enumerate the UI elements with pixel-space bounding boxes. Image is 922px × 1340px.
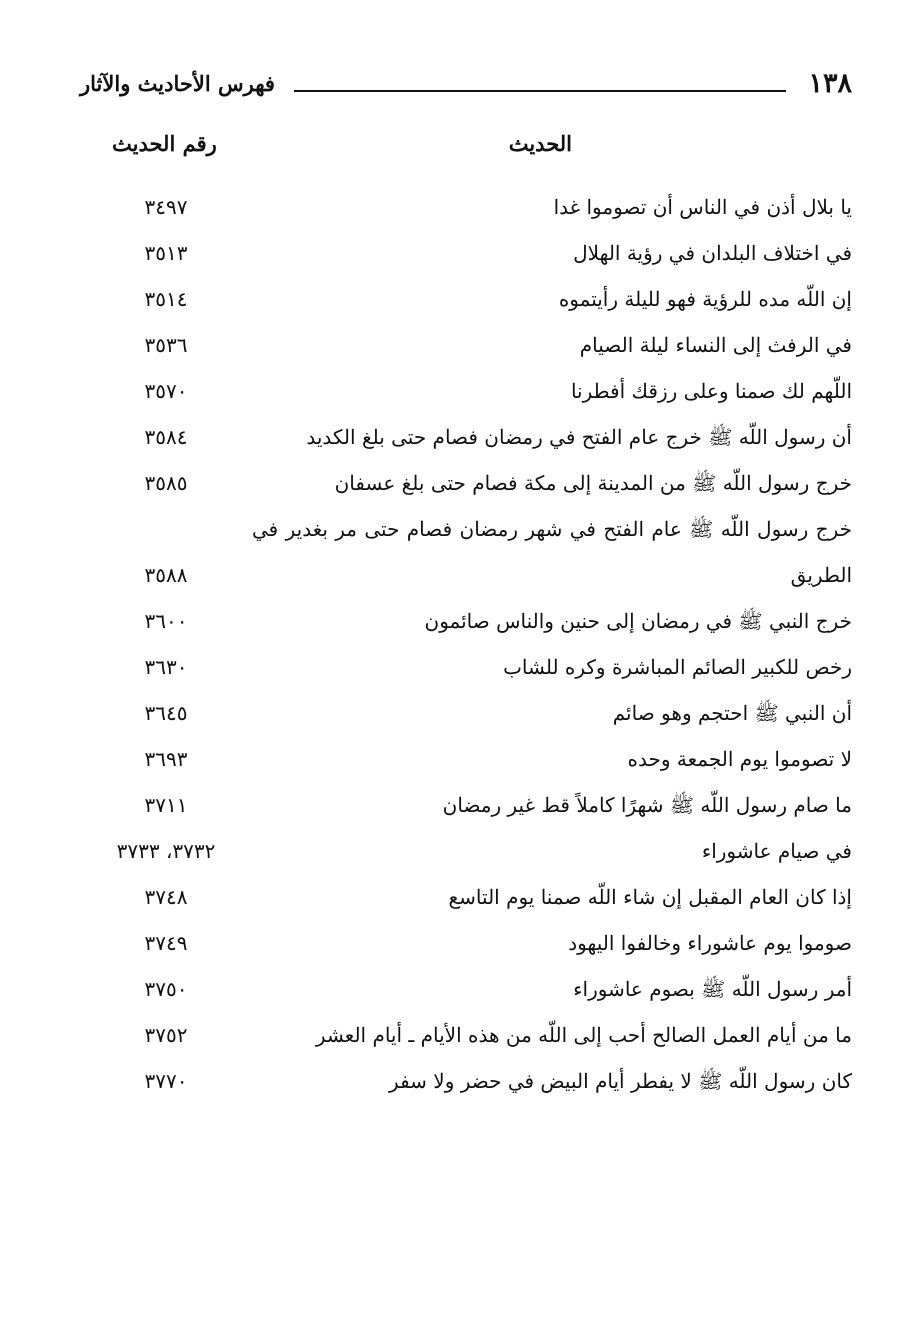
hadith-text: أن رسول اللّه ﷺ خرج عام الفتح في رمضان فصام حتى بلغ الكديد: [306, 425, 852, 449]
hadith-number: ٣٧٣٢، ٣٧٣٣: [116, 839, 216, 863]
hadith-number: ٣٧٥٢: [144, 1023, 188, 1047]
hadith-number: ٣٦٤٥: [144, 701, 188, 725]
index-row: [80, 690, 852, 736]
index-row: [80, 736, 852, 782]
hadith-number: ٣٧٤٨: [144, 885, 188, 909]
index-row: [80, 828, 852, 874]
index-row: [80, 644, 852, 690]
index-row: [80, 1058, 852, 1104]
hadith-text: ما من أيام العمل الصالح أحب إلى اللّه من هذه الأيام ـ أيام العشر: [315, 1023, 852, 1047]
hadith-number: ٣٥٧٠: [144, 379, 188, 403]
hadith-text: صوموا يوم عاشوراء وخالفوا اليهود: [568, 931, 852, 955]
hadith-text: رخص للكبير الصائم المباشرة وكره للشاب: [503, 655, 852, 679]
index-row: [80, 322, 852, 368]
hadith-number: ٣٤٩٧: [144, 195, 188, 219]
hadith-text: أن النبي ﷺ احتجم وهو صائم: [612, 701, 852, 725]
hadith-text: في صيام عاشوراء: [701, 839, 852, 863]
column-header-number: رقم الحديث: [112, 131, 217, 156]
hadith-number: ٣٦٩٣: [144, 747, 188, 771]
hadith-number: ٣٥١٤: [144, 287, 188, 311]
hadith-text: خرج رسول اللّه ﷺ من المدينة إلى مكة فصام حتى بلغ عسفان: [334, 471, 852, 495]
hadith-text: في الرفث إلى النساء ليلة الصيام: [579, 333, 852, 357]
running-title: فهرس الأحاديث والآثار: [80, 71, 275, 96]
hadith-text: إذا كان العام المقبل إن شاء اللّه صمنا يوم التاسع: [448, 885, 852, 909]
hadith-text: يا بلال أذن في الناس أن تصوموا غدا: [553, 195, 852, 219]
index-row: [80, 230, 852, 276]
index-row: [80, 276, 852, 322]
hadith-number: ٣٥١٣: [144, 241, 188, 265]
index-row: [80, 460, 852, 506]
hadith-number: ٣٧١١: [144, 793, 188, 817]
hadith-text: لا تصوموا يوم الجمعة وحده: [627, 747, 852, 771]
hadith-text: أمر رسول اللّه ﷺ بصوم عاشوراء: [573, 977, 852, 1001]
header-rule: [294, 90, 786, 92]
hadith-number: ٣٥٣٦: [144, 333, 188, 357]
hadith-number: ٣٥٨٨: [144, 563, 188, 587]
page-header: [80, 66, 852, 106]
index-row: [80, 184, 852, 230]
index-row: [80, 920, 852, 966]
hadith-text: ما صام رسول اللّه ﷺ شهرًا كاملاً قط غير رمضان: [442, 793, 852, 817]
hadith-index-list: [80, 184, 852, 1104]
hadith-number: ٣٦٣٠: [144, 655, 188, 679]
hadith-number: ٣٥٨٤: [144, 425, 188, 449]
hadith-text: في اختلاف البلدان في رؤية الهلال: [573, 241, 852, 265]
hadith-number: ٣٥٨٥: [144, 471, 188, 495]
index-row: [80, 598, 852, 644]
hadith-number: ٣٧٥٠: [144, 977, 188, 1001]
hadith-number: ٣٦٠٠: [144, 609, 188, 633]
index-row: [80, 1012, 852, 1058]
hadith-number: ٣٧٧٠: [144, 1069, 188, 1093]
index-row: [80, 966, 852, 1012]
column-header-hadith: الحديث: [508, 131, 572, 156]
hadith-text: كان رسول اللّه ﷺ لا يفطر أيام البيض في حضر ولا سفر: [389, 1069, 852, 1093]
hadith-text: خرج النبي ﷺ في رمضان إلى حنين والناس صائمون: [424, 609, 852, 633]
hadith-text: إن اللّه مده للرؤية فهو لليلة رأيتموه: [558, 287, 852, 311]
page-number: ١٣٨: [808, 68, 852, 99]
index-row: [80, 874, 852, 920]
index-row: [80, 368, 852, 414]
index-row: [80, 782, 852, 828]
hadith-text: اللّهم لك صمنا وعلى رزقك أفطرنا: [570, 379, 852, 403]
column-headers: [80, 126, 852, 166]
hadith-number: ٣٧٤٩: [144, 931, 188, 955]
index-row: [80, 506, 852, 598]
index-row: [80, 414, 852, 460]
hadith-text: خرج رسول اللّه ﷺ عام الفتح في شهر رمضان فصام حتى مر بغدير في الطريق: [252, 517, 852, 587]
